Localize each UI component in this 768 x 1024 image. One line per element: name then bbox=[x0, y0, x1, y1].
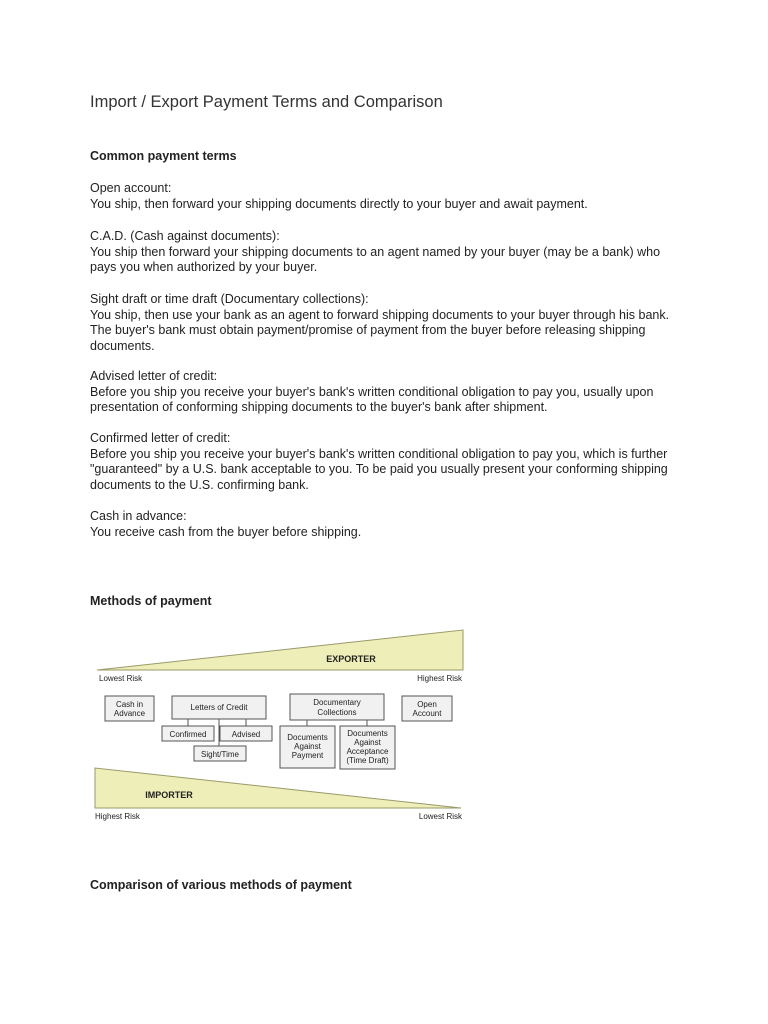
daa-line-1: Documents bbox=[347, 729, 388, 738]
daa-line-4: (Time Draft) bbox=[346, 756, 389, 765]
page-title: Import / Export Payment Terms and Comparison bbox=[90, 93, 443, 111]
term-line: You ship then forward your shipping documents to an agent named by your buyer (may be a bank) who bbox=[90, 244, 661, 259]
exporter-label: EXPORTER bbox=[326, 654, 376, 664]
term-open-account bbox=[90, 181, 690, 212]
term-cad bbox=[90, 229, 690, 276]
term-cash-in-advance bbox=[90, 509, 690, 540]
dap-line-3: Payment bbox=[291, 751, 324, 760]
exporter-highest-risk-label: Highest Risk bbox=[417, 674, 462, 683]
importer-lowest-risk-label: Lowest Risk bbox=[418, 812, 462, 821]
section-heading-methods: Methods of payment bbox=[90, 594, 212, 608]
daa-line-3: Acceptance bbox=[346, 747, 389, 756]
term-confirmed-lc bbox=[90, 431, 690, 493]
term-name: Confirmed letter of credit: bbox=[90, 431, 231, 445]
term-line: "guaranteed" by a U.S. bank acceptable to you. To be paid you usually present your conforming shipping bbox=[90, 462, 668, 476]
importer-highest-risk-label: Highest Risk bbox=[95, 812, 140, 821]
diagram-svg bbox=[93, 628, 468, 824]
term-line: You receive cash from the buyer before shipping. bbox=[90, 524, 362, 539]
section-heading-comparison: Comparison of various methods of payment bbox=[90, 878, 352, 892]
open-account-line-2: Account bbox=[412, 709, 442, 718]
term-name: Open account: bbox=[90, 181, 172, 195]
confirmed-label: Confirmed bbox=[169, 730, 207, 739]
cash-in-advance-line-1: Cash in bbox=[115, 700, 144, 709]
term-line: documents. bbox=[90, 338, 155, 353]
importer-risk-wedge bbox=[95, 768, 461, 808]
term-name: Advised letter of credit: bbox=[90, 369, 218, 383]
exporter-risk-wedge bbox=[97, 630, 463, 670]
sight-time-label: Sight/Time bbox=[201, 750, 239, 759]
cash-in-advance-line-2: Advance bbox=[113, 709, 146, 718]
term-line: The buyer's bank must obtain payment/promise of payment from the buyer before releasing shipping bbox=[90, 323, 646, 337]
letters-of-credit-label: Letters of Credit bbox=[190, 703, 248, 712]
section-heading-common-terms: Common payment terms bbox=[90, 149, 237, 163]
term-line: Before you ship you receive your buyer's bank's written conditional obligation to pay you, which is further bbox=[90, 446, 668, 461]
term-documentary-collections bbox=[90, 292, 690, 354]
dap-line-1: Documents bbox=[287, 733, 328, 742]
term-line: pays you when authorized by your buyer. bbox=[90, 260, 318, 274]
term-line: presentation of conforming shipping documents to the buyer's bank after shipment. bbox=[90, 400, 548, 414]
documentary-collections-line-2: Collections bbox=[317, 708, 357, 717]
term-line: You ship, then use your bank as an agent to forward shipping documents to your buyer through his bank. bbox=[90, 307, 670, 322]
daa-line-2: Against bbox=[354, 738, 381, 747]
advised-label: Advised bbox=[231, 730, 261, 739]
term-line: Before you ship you receive your buyer's bank's written conditional obligation to pay you, usually upon bbox=[90, 384, 654, 399]
term-name: C.A.D. (Cash against documents): bbox=[90, 229, 280, 243]
methods-of-payment-diagram bbox=[93, 628, 468, 824]
term-line: documents to the U.S. confirming bank. bbox=[90, 477, 309, 492]
exporter-lowest-risk-label: Lowest Risk bbox=[99, 674, 143, 683]
importer-label: IMPORTER bbox=[145, 790, 193, 800]
term-name: Sight draft or time draft (Documentary collections): bbox=[90, 292, 369, 306]
term-line: You ship, then forward your shipping documents directly to your buyer and await payment. bbox=[90, 196, 588, 211]
dap-line-2: Against bbox=[294, 742, 321, 751]
open-account-line-1: Open bbox=[417, 700, 437, 709]
term-advised-lc bbox=[90, 369, 690, 416]
documentary-collections-line-1: Documentary bbox=[313, 698, 361, 707]
term-name: Cash in advance: bbox=[90, 509, 187, 523]
